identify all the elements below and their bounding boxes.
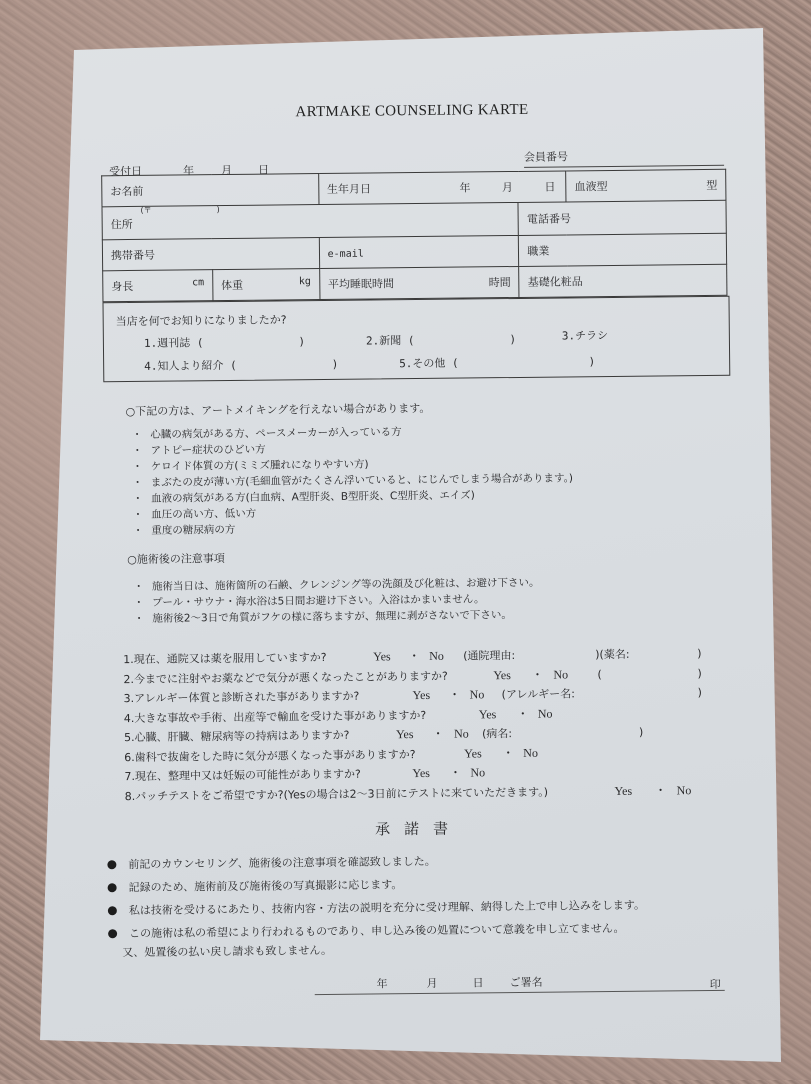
blood-type-suffix: 型: [706, 178, 718, 192]
height-unit: cm: [191, 277, 205, 289]
question-row: 5.心臓、肝臓、糖尿病等の持病はありますか? Yes ・ No (病名: ): [123, 725, 644, 745]
signature-year: 年: [376, 977, 388, 991]
signature-month: 月: [426, 976, 438, 990]
no-option[interactable]: No: [429, 648, 444, 663]
list-item: ・ 施術当日は、施術箇所の石鹸、クレンジング等の洗顔及び化粧は、お避け下さい。: [133, 575, 539, 595]
reception-year: 年: [183, 164, 195, 178]
question-row: 2.今までに注射やお薬などで気分が悪くなったことがありますか? Yes ・ No ( ): [123, 666, 702, 686]
pledge-item: 前記のカウンセリング、施術後の注意事項を確認致しました。: [107, 848, 644, 877]
email-field[interactable]: [319, 235, 519, 268]
address-field[interactable]: [102, 202, 519, 239]
pledge-item: 記録のため、施術前及び施術後の写真撮影に応じます。: [108, 871, 645, 900]
occupation-field[interactable]: [519, 233, 727, 266]
referral-option-magazine[interactable]: 1.週刊誌 ( ): [143, 335, 306, 350]
pledge-continuation: 又、処置後の払い戻し請求も致しません。: [122, 943, 333, 960]
birthdate-label: 生年月日: [326, 182, 371, 196]
yes-option[interactable]: Yes: [412, 765, 430, 781]
referral-option-friend[interactable]: 4.知人より紹介 ( ): [144, 357, 339, 373]
signature-day: 日: [472, 976, 484, 990]
signature-line[interactable]: [315, 972, 725, 995]
list-item: ・ プール・サウナ・海水浴は5日間お避け下さい。入浴はかまいません。: [134, 591, 540, 611]
referral-option-other[interactable]: 5.その他 ( ): [399, 355, 596, 371]
referral-option-flyer[interactable]: 3.チラシ: [561, 329, 609, 343]
no-option[interactable]: No: [676, 782, 692, 797]
bullet-icon: [107, 860, 116, 869]
question-row: 3.アレルギー体質と診断された事がありますか? Yes ・ No (アレルギー名: ): [123, 686, 702, 706]
contraindications-heading: ○下記の方は、アートメイキングを行えない場合があります。: [125, 401, 431, 419]
medicine-field[interactable]: )(薬名:: [595, 647, 630, 662]
question-row: 7.現在、整理中又は妊娠の可能性がありますか? Yes ・ No: [124, 765, 486, 784]
personal-info-table: [101, 169, 727, 303]
list-item: ・ まぶたの皮が薄い方(毛細血管がたくさん浮いていると、にじんでしまう場合があります。): [132, 470, 573, 491]
weight-unit: kg: [298, 276, 311, 288]
sleep-unit: 時間: [488, 276, 511, 290]
question-row: 8.パッチテストをご希望ですか?(Yesの場合は2〜3日前にテストに来ていただきます。) Yes ・ No: [124, 782, 692, 803]
weight-field[interactable]: [212, 269, 319, 301]
signature-label: ご署名: [509, 975, 543, 990]
no-option[interactable]: No: [553, 666, 569, 682]
postal-code-field[interactable]: (〒 ): [140, 204, 220, 215]
name-field[interactable]: [102, 174, 319, 207]
pledge-item: 私は技術を受けるにあたり、技術内容・方法の説明を充分に受け理解、納得した上で申し込みをします。: [108, 894, 645, 923]
allergy-field[interactable]: (アレルギー名:: [501, 687, 575, 702]
blood-type-label: 血液型: [574, 180, 608, 194]
reception-date-label: 受付日: [109, 164, 143, 179]
phone-field[interactable]: [518, 200, 726, 235]
yes-option[interactable]: Yes: [395, 727, 414, 742]
document-title: ARTMAKE COUNSELING KARTE: [295, 101, 529, 121]
no-option[interactable]: No: [470, 765, 486, 780]
yes-option[interactable]: Yes: [478, 706, 497, 721]
bullet-icon: [108, 883, 117, 892]
referral-question: 当店を何でお知りになりましたか?: [115, 313, 287, 329]
list-item: ・ 血液の病気がある方(白血病、A型肝炎、B型肝炎、C型肝炎、エイズ): [132, 486, 573, 507]
health-questionnaire: [123, 644, 725, 806]
list-item: ・ アトピー症状のひどい方: [132, 438, 573, 459]
mobile-label: 携帯番号: [110, 248, 156, 263]
pledge-heading: 承諾書: [374, 819, 463, 839]
sleep-field[interactable]: [319, 266, 519, 299]
bullet-icon: [108, 906, 117, 915]
yes-option[interactable]: Yes: [614, 783, 633, 798]
yes-option[interactable]: Yes: [493, 667, 511, 682]
bullet-icon: [108, 929, 117, 938]
birth-year: 年: [459, 181, 471, 195]
sleep-label: 平均睡眠時間: [327, 277, 394, 291]
referral-option-newspaper[interactable]: 2.新聞 ( ): [365, 332, 517, 348]
aftercare-heading: ○施術後の注意事項: [127, 552, 225, 567]
birth-month: 月: [501, 181, 513, 195]
mobile-field[interactable]: [102, 238, 319, 271]
contraindications-list: [132, 422, 574, 539]
skincare-field[interactable]: [519, 264, 727, 297]
referral-source-box: [102, 296, 730, 383]
question-row: 6.歯科で抜歯をした時に気分が悪くなった事がありますか? Yes ・ No: [124, 745, 538, 764]
height-field[interactable]: [103, 270, 213, 302]
list-item: ・ ケロイド体質の方(ミミズ腫れになりやすい方): [132, 454, 573, 475]
phone-label: 電話番号: [526, 212, 572, 226]
no-option[interactable]: No: [469, 687, 485, 702]
reception-day: 日: [258, 163, 270, 177]
skincare-label: 基礎化粧品: [527, 275, 583, 289]
address-label: 住所: [110, 217, 133, 231]
member-number-field[interactable]: [524, 147, 724, 168]
seal-mark: 印: [709, 977, 721, 991]
member-number-label: 会員番号: [523, 150, 569, 164]
illness-field[interactable]: (病名:: [481, 727, 513, 741]
pledge-list: [107, 848, 645, 965]
details-field[interactable]: (: [597, 667, 602, 681]
reason-field[interactable]: (通院理由:: [463, 649, 516, 663]
yes-option[interactable]: Yes: [412, 687, 431, 703]
yes-option[interactable]: Yes: [373, 649, 391, 664]
question-row: 1.現在、通院又は薬を服用していますか? Yes ・ No (通院理由: )(薬名: ): [123, 644, 723, 670]
list-item: ・ 施術後2〜3日で角質がフケの様に落ちますが、無理に剥がさないで下さい。: [134, 607, 540, 627]
pledge-item: この施術は私の希望により行われるものであり、申し込み後の処置について意義を申し立てません。: [108, 917, 645, 946]
birthdate-field[interactable]: [318, 171, 566, 205]
email-label: e-mail: [327, 248, 364, 260]
list-item: ・ 心臓の病気がある方、ペースメーカーが入っている方: [132, 422, 573, 443]
list-item: ・ 血圧の高い方、低い方: [133, 502, 574, 523]
aftercare-list: [133, 575, 539, 627]
yes-option[interactable]: Yes: [464, 745, 482, 761]
blood-type-field[interactable]: [566, 169, 726, 202]
height-label: 身長: [111, 279, 134, 294]
question-row: 4.大きな事故や手術、出産等で輸血を受けた事がありますか? Yes ・ No: [123, 706, 553, 725]
occupation-label: 職業: [527, 244, 550, 258]
no-option[interactable]: No: [523, 745, 538, 760]
list-item: ・ 重度の糖尿病の方: [133, 518, 574, 539]
no-option[interactable]: No: [453, 726, 469, 741]
birth-day: 日: [544, 180, 556, 194]
no-option[interactable]: No: [537, 706, 553, 721]
reception-month: 月: [221, 163, 233, 178]
name-label: お名前: [110, 184, 144, 199]
weight-label: 体重: [221, 278, 244, 293]
